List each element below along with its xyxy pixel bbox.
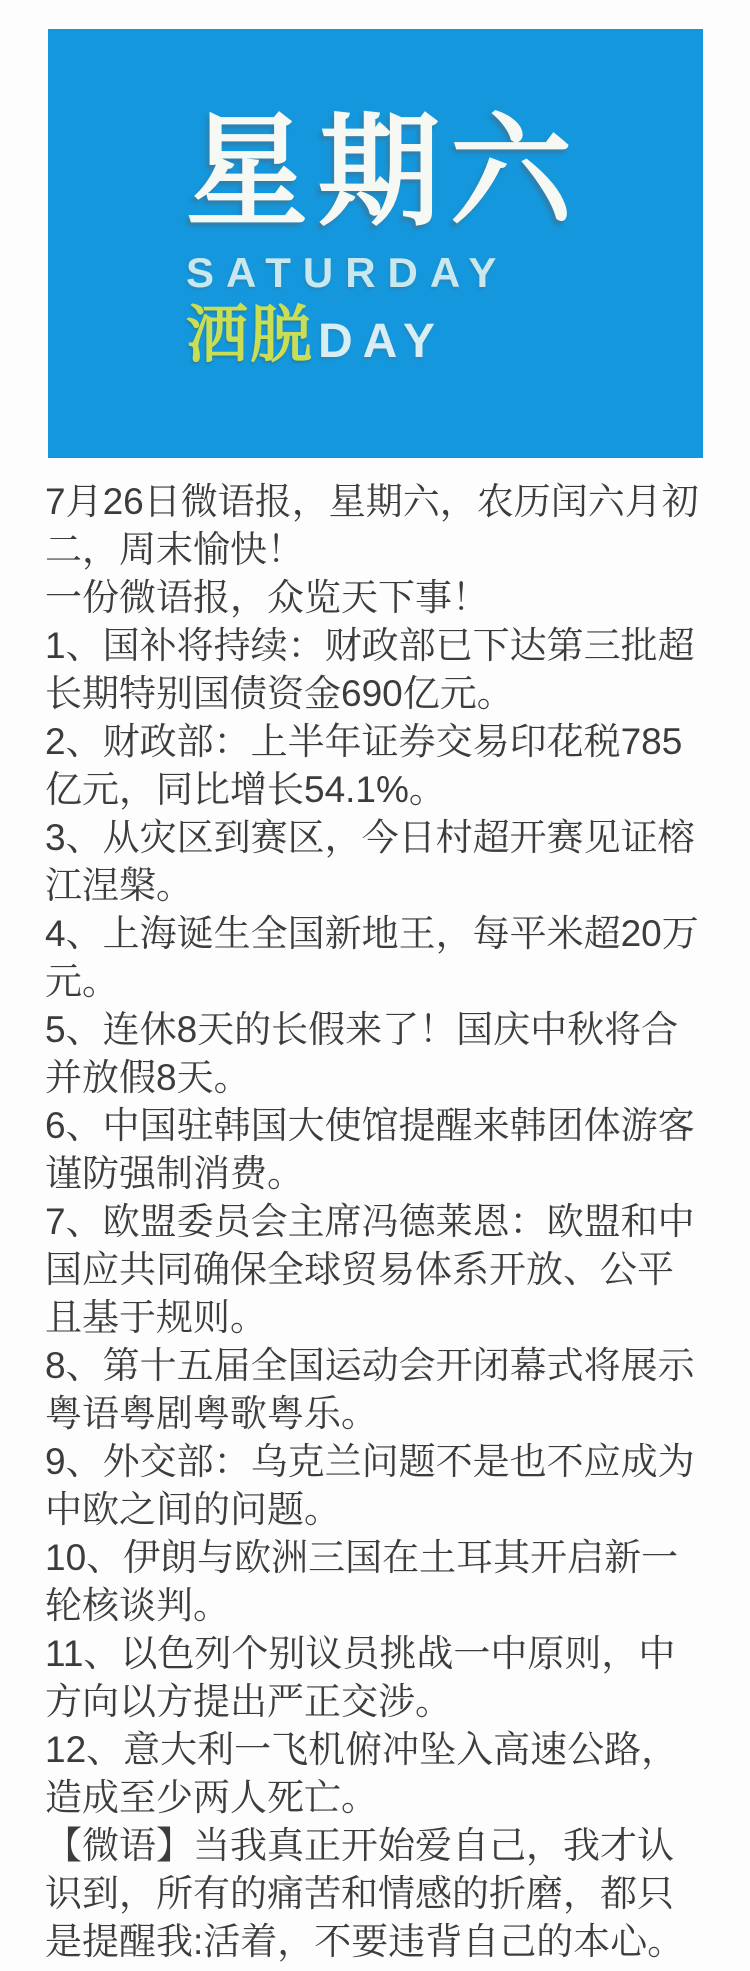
saturday-banner — [48, 29, 703, 458]
banner-title-english: SATURDAY — [186, 248, 509, 296]
news-item-3: 3、从灾区到赛区，今日村超开赛见证榕江涅槃。 — [45, 817, 695, 906]
weiyu-quote: 【微语】当我真正开始爱自己，我才认识到，所有的痛苦和情感的折磨，都只是提醒我:活着，不要违背自己的本心。 — [45, 1825, 685, 1962]
banner-subtitle — [186, 300, 582, 370]
news-item-5: 5、连休8天的长假来了！国庆中秋将合并放假8天。 — [45, 1009, 679, 1098]
news-item-6: 6、中国驻韩国大使馆提醒来韩团体游客谨防强制消费。 — [45, 1105, 695, 1194]
banner-subtitle-english: DAY — [318, 314, 445, 368]
news-item-7: 7、欧盟委员会主席冯德莱恩：欧盟和中国应共同确保全球贸易体系开放、公平且基于规则。 — [45, 1201, 695, 1338]
news-item-1: 1、国补将持续：财政部已下达第三批超长期特别国债资金690亿元。 — [45, 625, 695, 714]
intro-line-1: 7月26日微语报，星期六，农历闰六月初二，周末愉快！ — [45, 481, 699, 570]
news-item-12: 12、意大利一飞机俯冲坠入高速公路，造成至少两人死亡。 — [45, 1729, 679, 1818]
news-digest — [45, 478, 708, 1966]
banner-subtitle-chinese: 洒脱 — [186, 300, 315, 370]
news-item-11: 11、以色列个别议员挑战一中原则，中方向以方提出严正交涉。 — [45, 1633, 676, 1722]
intro-line-2: 一份微语报，众览天下事！ — [45, 577, 489, 618]
news-item-4: 4、上海诞生全国新地王，每平米超20万元。 — [45, 913, 699, 1002]
news-item-10: 10、伊朗与欧洲三国在土耳其开启新一轮核谈判。 — [45, 1537, 679, 1626]
news-item-9: 9、外交部：乌克兰问题不是也不应成为中欧之间的问题。 — [45, 1441, 695, 1530]
news-item-2: 2、财政部：上半年证券交易印花税785亿元，同比增长54.1%。 — [45, 721, 683, 810]
banner-title-chinese: 星期六 — [186, 104, 582, 240]
banner-text-block — [186, 101, 582, 370]
news-item-8: 8、第十五届全国运动会开闭幕式将展示粤语粤剧粤歌粤乐。 — [45, 1345, 695, 1434]
